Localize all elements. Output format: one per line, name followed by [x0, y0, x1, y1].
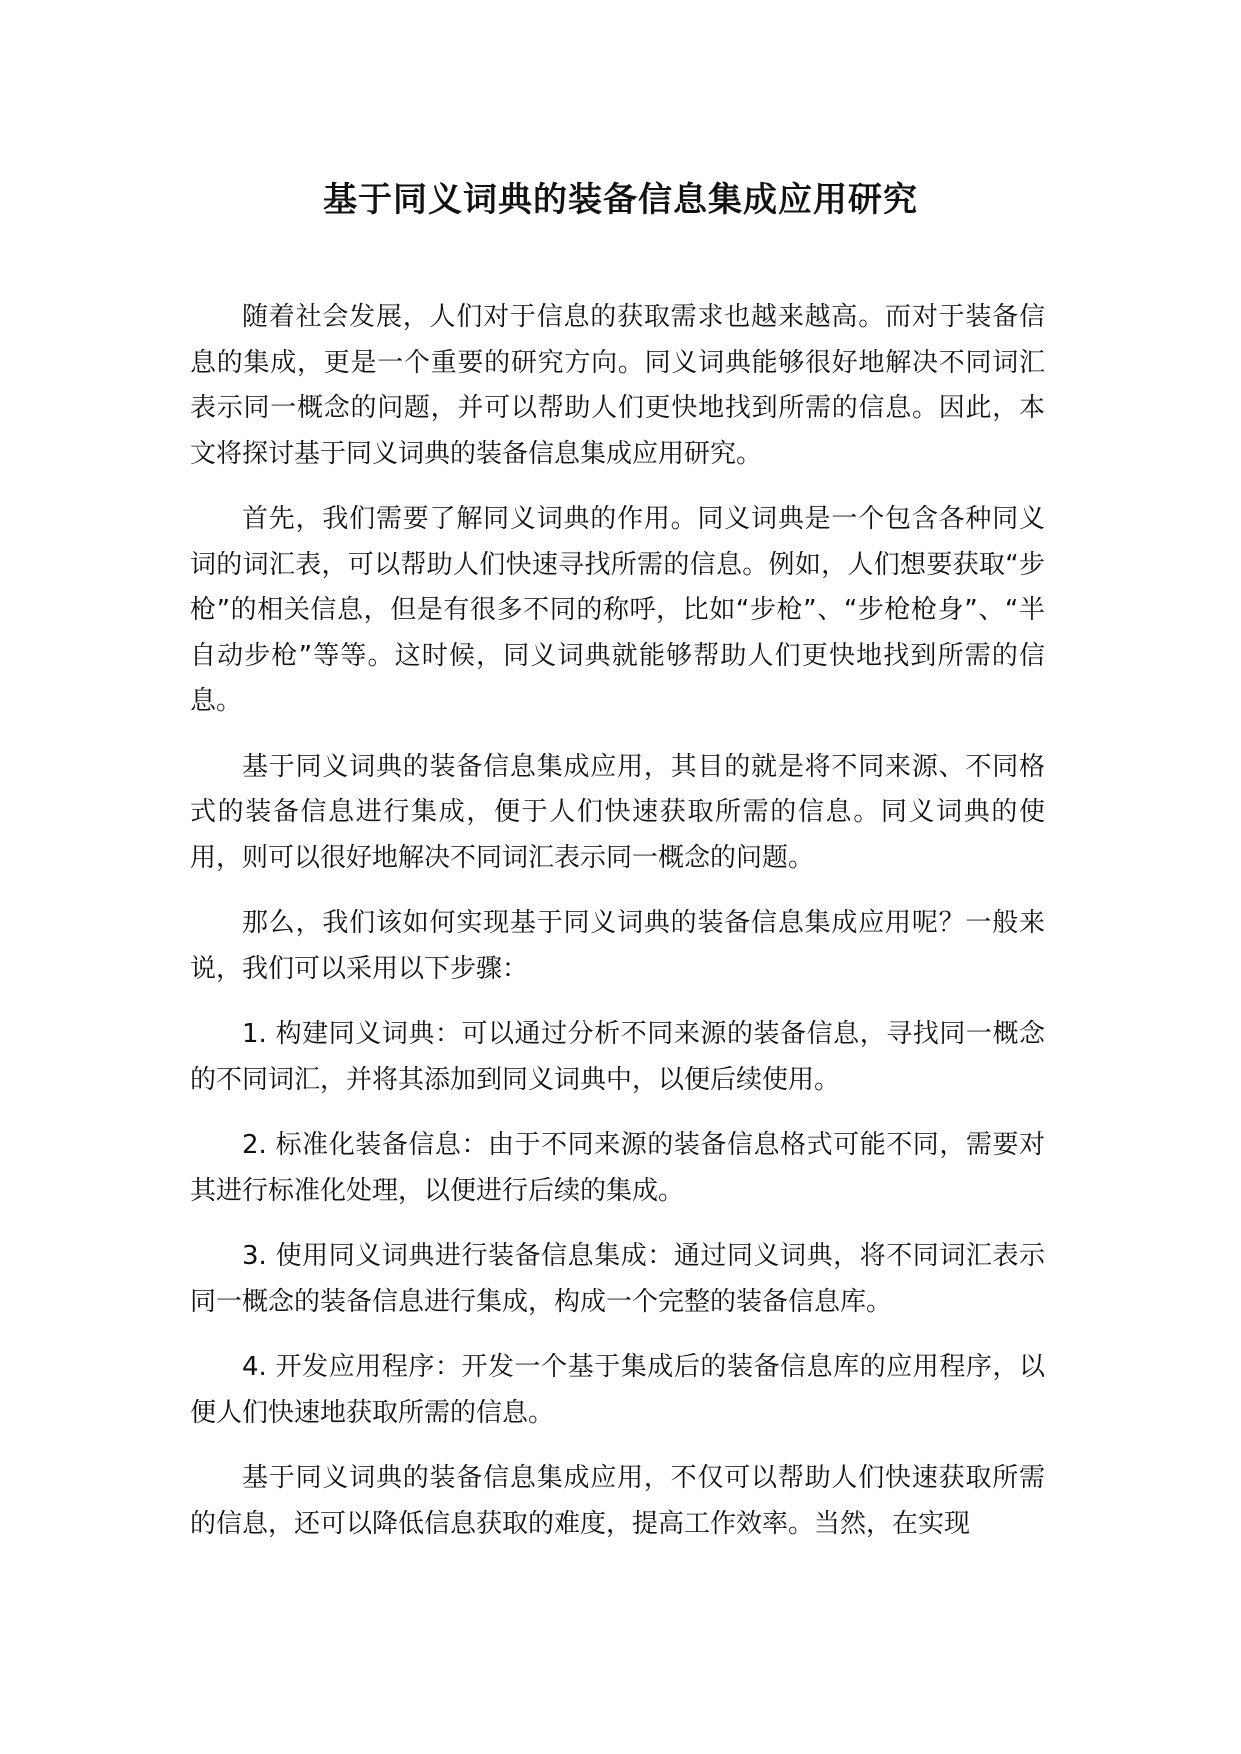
- paragraph-synonym-dictionary-role: 首先，我们需要了解同义词典的作用。同义词典是一个包含各种同义词的词汇表，可以帮助人们快速寻找所需的信息。例如，人们想要获取“步枪”的相关信息，但是有很多不同的称呼，比如“步枪”、“步枪枪身”、“半自动步枪”等等。这时候，同义词典就能够帮助人们更快地找到所需的信息。: [190, 504, 1045, 716]
- paragraph-integration-purpose: 基于同义词典的装备信息集成应用，其目的就是将不同来源、不同格式的装备信息进行集成，便于人们快速获取所需的信息。同义词典的使用，则可以很好地解决不同词汇表示同一概念的问题。: [190, 751, 1045, 873]
- document-title: 基于同义词典的装备信息集成应用研究: [323, 180, 918, 220]
- paragraph-step-4: 4. 开发应用程序：开发一个基于集成后的装备信息库的应用程序，以便人们快速地获取所需的信息。: [190, 1352, 1045, 1428]
- paragraph-step-2: 2. 标准化装备信息：由于不同来源的装备信息格式可能不同，需要对其进行标准化处理，以便进行后续的集成。: [190, 1130, 1045, 1206]
- paragraph-intro: 随着社会发展，人们对于信息的获取需求也越来越高。而对于装备信息的集成，更是一个重要的研究方向。同义词典能够很好地解决不同词汇表示同一概念的问题，并可以帮助人们更快地找到所需的信息。因此，本文将探讨基于同义词典的装备信息集成应用研究。: [190, 302, 1045, 469]
- paragraph-step-3: 3. 使用同义词典进行装备信息集成：通过同义词典，将不同词汇表示同一概念的装备信息进行集成，构成一个完整的装备信息库。: [190, 1241, 1045, 1317]
- paragraph-step-1: 1. 构建同义词典：可以通过分析不同来源的装备信息，寻找同一概念的不同词汇，并将其添加到同义词典中，以便后续使用。: [190, 1019, 1045, 1095]
- document-body: [190, 295, 1045, 1567]
- paragraph-conclusion: 基于同义词典的装备信息集成应用，不仅可以帮助人们快速获取所需的信息，还可以降低信息获取的难度，提高工作效率。当然，在实现: [190, 1463, 1045, 1539]
- paragraph-steps-intro: 那么，我们该如何实现基于同义词典的装备信息集成应用呢？一般来说，我们可以采用以下步骤：: [190, 908, 1045, 984]
